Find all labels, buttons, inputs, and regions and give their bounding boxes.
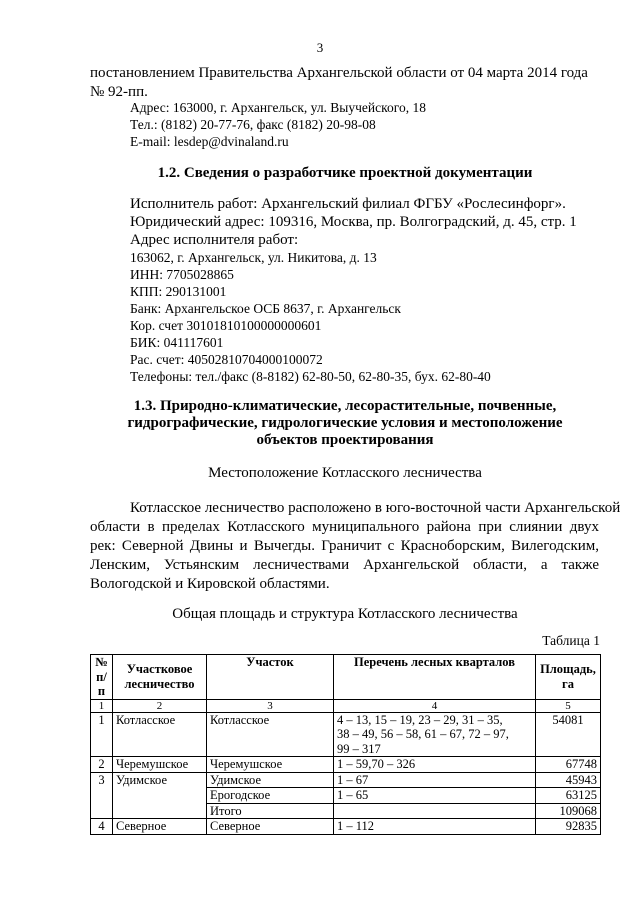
quarters-line: 4 – 13, 15 – 19, 23 – 29, 31 – 35, [337, 712, 503, 727]
para-line-2: области в пределах Котласского муниципального района при слиянии двух [90, 519, 599, 535]
index-cell: 2 [113, 699, 207, 712]
para-line-4: Ленским, Устьянским лесничествами Архангельской области, а также [90, 557, 599, 573]
intro-line-2: № 92-пп. [90, 84, 148, 100]
account: Рас. счет: 40502810704000100072 [130, 352, 323, 367]
exec-address-label: Адрес исполнителя работ: [130, 232, 299, 248]
index-cell: 1 [91, 699, 113, 712]
row-forestry: Северное [113, 819, 207, 835]
row-quarters [334, 803, 536, 819]
section-1-3-title-3: объектов проектирования [256, 432, 434, 448]
quarters-line: 99 – 317 [337, 741, 381, 756]
row-forestry: Черемушское [113, 757, 207, 773]
row-quarters: 1 – 65 [334, 788, 536, 804]
quarters-line: 38 – 49, 56 – 58, 61 – 67, 72 – 97, [337, 727, 509, 741]
page-number: 3 [316, 40, 324, 55]
row-site: Итого [207, 803, 334, 819]
header-forestry: Участковое лесничество [113, 655, 207, 700]
row-quarters: 1 – 59,70 – 326 [334, 757, 536, 773]
customer-email: E-mail: lesdep@dvinaland.ru [130, 134, 289, 149]
row-forestry: Котласское [113, 712, 207, 757]
table-caption: Общая площадь и структура Котласского лесничества [172, 606, 518, 622]
row-forestry: Удимское [113, 772, 207, 819]
row-num: 1 [91, 712, 113, 757]
customer-phone: Тел.: (8182) 20-77-76, факс (8182) 20-98-08 [130, 117, 376, 132]
row-site: Черемушское [207, 757, 334, 773]
row-area: 92835 [536, 819, 601, 835]
table-row [91, 819, 601, 835]
header-num: № п/п [91, 655, 113, 700]
row-site: Котласское [207, 712, 334, 757]
exec-address: 163062, г. Архангельск, ул. Никитова, д. 13 [130, 250, 377, 265]
para-line-5: Вологодской и Кировской областями. [90, 576, 330, 592]
table-header-row [91, 655, 601, 700]
index-cell: 5 [536, 699, 601, 712]
index-cell: 4 [334, 699, 536, 712]
forestry-structure-table [90, 654, 601, 835]
header-site: Участок [207, 655, 334, 700]
table-row [91, 757, 601, 773]
row-site: Ерогодское [207, 788, 334, 804]
executor: Исполнитель работ: Архангельский филиал ФГБУ «Рослесинфорг». [130, 196, 566, 212]
customer-address: Адрес: 163000, г. Архангельск, ул. Выучейского, 18 [130, 100, 426, 115]
table-row [91, 772, 601, 788]
row-area: 54081 [536, 712, 601, 757]
bik: БИК: 041117601 [130, 335, 224, 350]
location-subtitle: Местоположение Котласского лесничества [208, 465, 482, 481]
index-cell: 3 [207, 699, 334, 712]
row-area: 45943 [536, 772, 601, 788]
section-1-3-title-1: 1.3. Природно-климатические, лесорастительные, почвенные, [133, 398, 557, 414]
table-label: Таблица 1 [542, 633, 600, 648]
row-site: Удимское [207, 772, 334, 788]
row-area: 67748 [536, 757, 601, 773]
legal-address: Юридический адрес: 109316, Москва, пр. Волгоградский, д. 45, стр. 1 [130, 214, 577, 230]
kpp: КПП: 290131001 [130, 284, 227, 299]
table-index-row [91, 699, 601, 712]
row-num: 3 [91, 772, 113, 819]
row-num: 2 [91, 757, 113, 773]
bank: Банк: Архангельское ОСБ 8637, г. Архангельск [130, 301, 401, 316]
header-quarters: Перечень лесных кварталов [334, 655, 536, 700]
row-quarters [334, 712, 536, 757]
row-quarters: 1 – 67 [334, 772, 536, 788]
row-site: Северное [207, 819, 334, 835]
table-row [91, 712, 601, 757]
para-line-3: рек: Северной Двины и Вычегды. Граничит с Красноборским, Вилегодским, [90, 538, 599, 554]
row-quarters: 1 – 112 [334, 819, 536, 835]
section-1-2-title: 1.2. Сведения о разработчике проектной документации [157, 165, 533, 181]
row-num: 4 [91, 819, 113, 835]
inn: ИНН: 7705028865 [130, 267, 234, 282]
row-area: 63125 [536, 788, 601, 804]
row-area: 109068 [536, 803, 601, 819]
intro-line-1: постановлением Правительства Архангельской области от 04 марта 2014 года [90, 65, 588, 81]
header-area: Площадь, га [536, 655, 601, 700]
corr-account: Кор. счет 30101810100000000601 [130, 318, 322, 333]
phones: Телефоны: тел./факс (8-8182) 62-80-50, 62-80-35, бух. 62-80-40 [130, 369, 491, 384]
section-1-3-title-2: гидрографические, гидрологические условия и местоположение [127, 415, 563, 431]
para-line-1: Котласское лесничество расположено в юго-восточной части Архангельской [130, 500, 621, 516]
